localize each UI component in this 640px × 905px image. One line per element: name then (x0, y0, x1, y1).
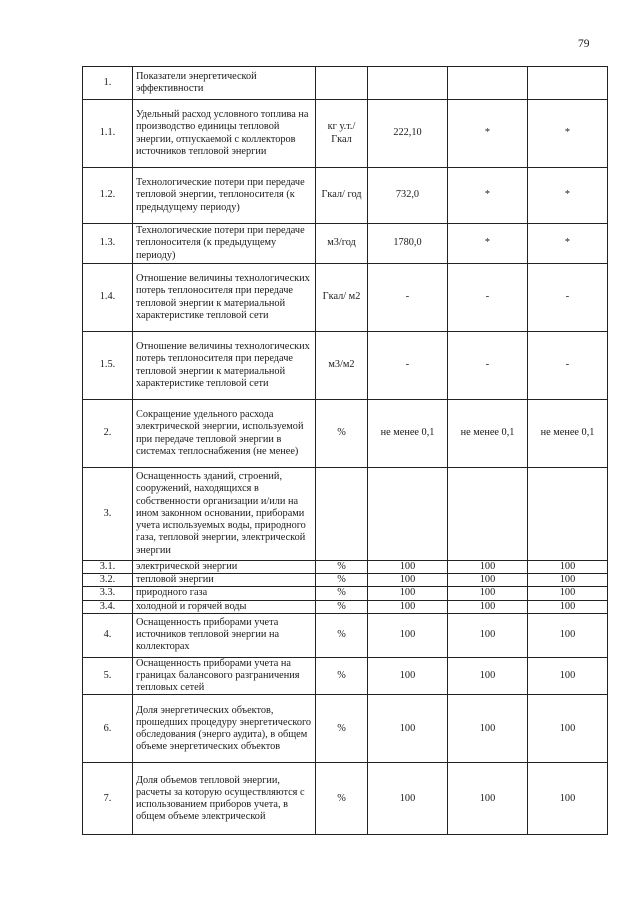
indicator-name: природного газа (133, 587, 316, 600)
value-year-1: - (368, 332, 448, 400)
value-year-2: не менее 0,1 (448, 400, 528, 468)
row-number: 1. (83, 67, 133, 100)
row-number: 1.1. (83, 100, 133, 168)
row-number: 7. (83, 763, 133, 835)
row-number: 3.4. (83, 600, 133, 613)
value-year-2: * (448, 100, 528, 168)
unit-of-measure: Гкал/ год (316, 168, 368, 224)
unit-of-measure (316, 67, 368, 100)
value-year-2: 100 (448, 695, 528, 763)
unit-of-measure: Гкал/ м2 (316, 264, 368, 332)
indicator-name: электрической энергии (133, 561, 316, 574)
indicator-name: тепловой энергии (133, 574, 316, 587)
value-year-1: 100 (368, 561, 448, 574)
value-year-1: 732,0 (368, 168, 448, 224)
row-number: 1.5. (83, 332, 133, 400)
unit-of-measure: % (316, 613, 368, 657)
value-year-2: - (448, 264, 528, 332)
value-year-1: 100 (368, 600, 448, 613)
table-row (83, 400, 608, 468)
unit-of-measure: м3/год (316, 224, 368, 264)
row-number: 3. (83, 468, 133, 561)
value-year-1: 100 (368, 574, 448, 587)
unit-of-measure: % (316, 657, 368, 695)
value-year-1 (368, 468, 448, 561)
value-year-3: не менее 0,1 (528, 400, 608, 468)
indicator-name: Технологические потери при передаче тепловой энергии, теплоносителя (к предыдущему периоду) (133, 168, 316, 224)
indicator-name: Доля объемов тепловой энергии, расчеты за которую осуществляются с использованием приборов учета, в общем объеме электрической (133, 763, 316, 835)
row-number: 2. (83, 400, 133, 468)
table-row (83, 224, 608, 264)
value-year-1: - (368, 264, 448, 332)
value-year-3 (528, 468, 608, 561)
value-year-3: 100 (528, 657, 608, 695)
value-year-3: 100 (528, 695, 608, 763)
table-row (83, 763, 608, 835)
indicator-name: Доля энергетических объектов, прошедших процедуру энергетического обследования (энерго аудита), в общем объеме энергетических объектов (133, 695, 316, 763)
indicator-name: Отношение величины технологических потерь теплоносителя при передаче тепловой энергии к материальной характеристике тепловой сети (133, 264, 316, 332)
value-year-3: 100 (528, 587, 608, 600)
value-year-3 (528, 67, 608, 100)
unit-of-measure: кг у.т./ Гкал (316, 100, 368, 168)
table-row (83, 168, 608, 224)
table-row (83, 100, 608, 168)
table-row (83, 332, 608, 400)
value-year-1: 1780,0 (368, 224, 448, 264)
unit-of-measure (316, 468, 368, 561)
indicator-name: Сокращение удельного расхода электрической энергии, используемой при передаче тепловой энергии в системах теплоснабжения (не менее) (133, 400, 316, 468)
indicator-name: Оснащенность приборами учета источников тепловой энергии на коллекторах (133, 613, 316, 657)
unit-of-measure: % (316, 600, 368, 613)
value-year-2: 100 (448, 600, 528, 613)
value-year-3: * (528, 224, 608, 264)
value-year-3: 100 (528, 561, 608, 574)
value-year-1: 100 (368, 613, 448, 657)
value-year-2 (448, 67, 528, 100)
unit-of-measure: % (316, 574, 368, 587)
value-year-3: * (528, 100, 608, 168)
indicator-name: Удельный расход условного топлива на производство единицы тепловой энергии, отпускаемой с коллекторов источников тепловой энергии (133, 100, 316, 168)
row-number: 1.3. (83, 224, 133, 264)
value-year-2: 100 (448, 587, 528, 600)
value-year-1 (368, 67, 448, 100)
value-year-3: - (528, 264, 608, 332)
value-year-3: 100 (528, 763, 608, 835)
unit-of-measure: % (316, 587, 368, 600)
value-year-2: - (448, 332, 528, 400)
value-year-2: 100 (448, 657, 528, 695)
value-year-1: 100 (368, 587, 448, 600)
indicator-name: Оснащенность приборами учета на границах балансового разграничения тепловых сетей (133, 657, 316, 695)
value-year-1: 100 (368, 763, 448, 835)
value-year-3: 100 (528, 600, 608, 613)
row-number: 1.4. (83, 264, 133, 332)
energy-efficiency-table (82, 66, 608, 835)
value-year-2: 100 (448, 763, 528, 835)
row-number: 3.3. (83, 587, 133, 600)
row-number: 3.1. (83, 561, 133, 574)
row-number: 3.2. (83, 574, 133, 587)
table-body (83, 67, 608, 835)
table-row (83, 67, 608, 100)
value-year-2: * (448, 168, 528, 224)
value-year-3: 100 (528, 613, 608, 657)
row-number: 5. (83, 657, 133, 695)
table-row (83, 613, 608, 657)
page-number: 79 (578, 38, 590, 50)
unit-of-measure: % (316, 561, 368, 574)
unit-of-measure: % (316, 400, 368, 468)
value-year-2 (448, 468, 528, 561)
value-year-1: 100 (368, 695, 448, 763)
table-row (83, 600, 608, 613)
unit-of-measure: м3/м2 (316, 332, 368, 400)
table-row (83, 574, 608, 587)
indicator-name: холодной и горячей воды (133, 600, 316, 613)
row-number: 4. (83, 613, 133, 657)
table-row (83, 657, 608, 695)
value-year-2: 100 (448, 613, 528, 657)
value-year-3: 100 (528, 574, 608, 587)
indicator-name: Показатели энергетической эффективности (133, 67, 316, 100)
value-year-2: 100 (448, 574, 528, 587)
unit-of-measure: % (316, 695, 368, 763)
table-row (83, 561, 608, 574)
value-year-3: - (528, 332, 608, 400)
row-number: 6. (83, 695, 133, 763)
value-year-2: * (448, 224, 528, 264)
row-number: 1.2. (83, 168, 133, 224)
indicator-name: Оснащенность зданий, строений, сооружений, находящихся в собственности организации и/или на ином законном основании, приборами учета используемых воды, природного газа, тепловой энергии, электрической энергии (133, 468, 316, 561)
indicator-name: Технологические потери при передаче теплоносителя (к предыдущему периоду) (133, 224, 316, 264)
value-year-1: не менее 0,1 (368, 400, 448, 468)
table-row (83, 587, 608, 600)
table-row (83, 264, 608, 332)
value-year-1: 100 (368, 657, 448, 695)
value-year-3: * (528, 168, 608, 224)
value-year-2: 100 (448, 561, 528, 574)
table-row (83, 468, 608, 561)
value-year-1: 222,10 (368, 100, 448, 168)
unit-of-measure: % (316, 763, 368, 835)
indicator-name: Отношение величины технологических потерь теплоносителя при передаче тепловой энергии к материальной характеристике тепловой сети (133, 332, 316, 400)
table-row (83, 695, 608, 763)
